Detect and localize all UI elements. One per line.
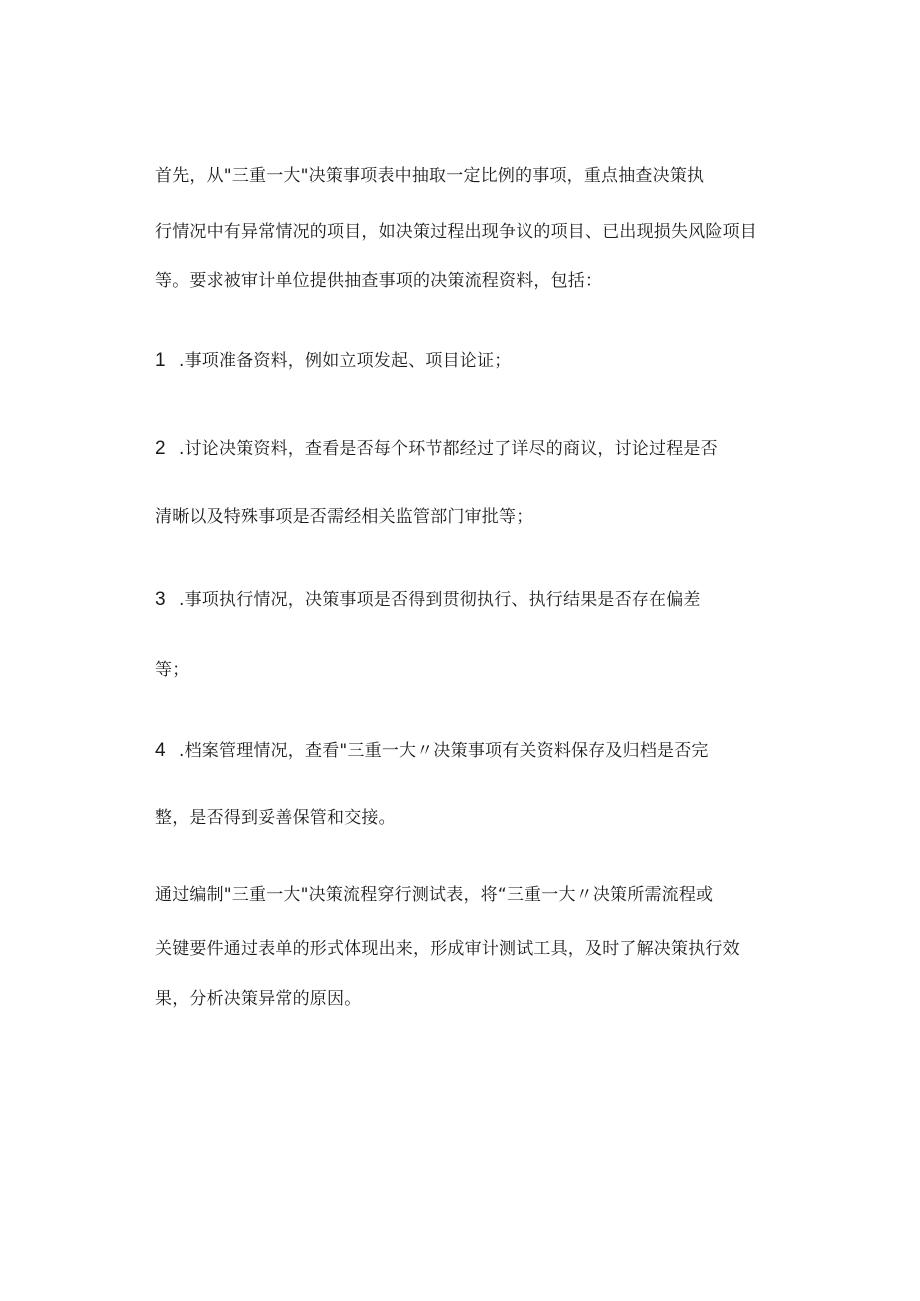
list-item-text: .档案管理情况，查看"三重一大〃决策事项有关资料保存及归档是否完 <box>179 741 709 761</box>
intro-line-2: 行情况中有异常情况的项目，如决策过程出现争议的项目、已出现损失风险项目 <box>155 222 757 242</box>
list-item-3-continued: 等； <box>155 660 190 680</box>
list-item-1 <box>155 350 511 372</box>
list-item-number: 4 <box>155 740 166 761</box>
list-item-text: .事项准备资料，例如立项发起、项目论证； <box>179 351 512 371</box>
list-item-text: .讨论决策资料，查看是否每个环节都经过了详尽的商议，讨论过程是否 <box>179 439 718 459</box>
list-item-text: .事项执行情况，决策事项是否得到贯彻执行、执行结果是否存在偏差 <box>179 590 701 610</box>
closing-line-1: 通过编制"三重一大"决策流程穿行测试表，将“三重一大〃决策所需流程或 <box>155 885 714 905</box>
list-item-number: 3 <box>155 589 166 610</box>
list-item-3 <box>155 589 701 611</box>
closing-line-2: 关键要件通过表单的形式体现出来，形成审计测试工具，及时了解决策执行效 <box>155 939 740 959</box>
list-item-2 <box>155 438 718 460</box>
list-item-2-continued: 清晰以及特殊事项是否需经相关监管部门审批等； <box>155 507 534 527</box>
list-item-4 <box>155 740 709 762</box>
intro-line-1: 首先，从"三重一大"决策事项表中抽取一定比例的事项，重点抽查决策执 <box>155 166 705 186</box>
list-item-number: 1 <box>155 350 166 371</box>
closing-line-3: 果，分析决策异常的原因。 <box>155 989 362 1009</box>
list-item-number: 2 <box>155 438 166 459</box>
intro-line-3: 等。要求被审计单位提供抽查事项的决策流程资料，包括： <box>155 271 603 291</box>
list-item-4-continued: 整，是否得到妥善保管和交接。 <box>155 808 396 828</box>
